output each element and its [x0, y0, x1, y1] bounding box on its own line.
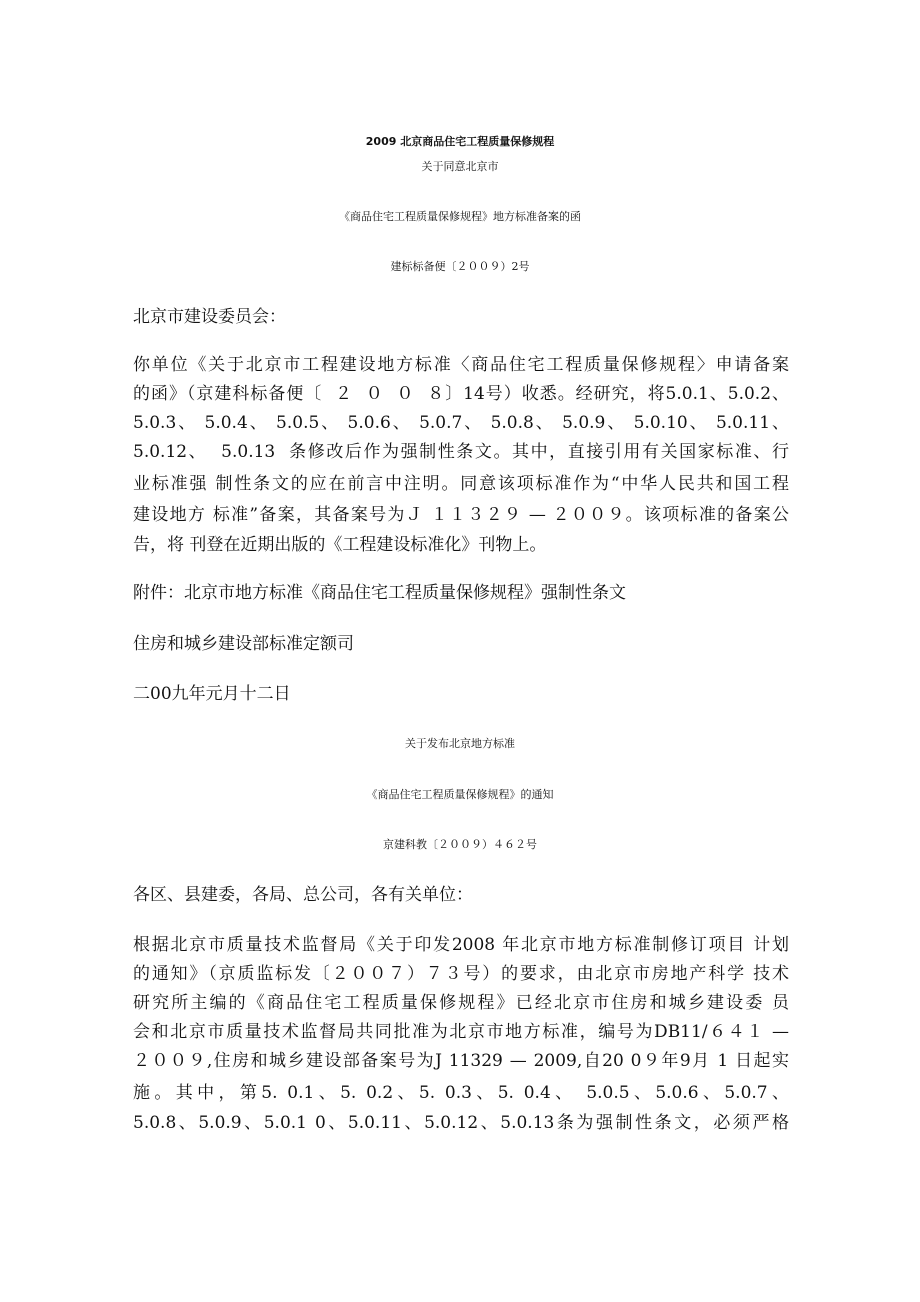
- letter1-body-line: 告，将 刊登在近期出版的《工程建设标准化》刊物上。: [133, 535, 547, 555]
- letter2-body-line: ２００９,住房和城乡建设部备案号为J 11329 — 2009,自20 0９年9月 1 日起实: [133, 1051, 789, 1071]
- letter1-body-line: 业标准强 制性条文的应在前言中注明。同意该项标准作为“中华人民共和国工程: [133, 474, 789, 494]
- letter2-body-line: 的通知》（京质监标发〔２００７）７３号）的要求，由北京市房地产科学 技术: [133, 964, 789, 984]
- letter2-body-line: 会和北京市质量技术监督局共同批准为北京市地方标准，编号为DB11/６４１ —: [133, 1022, 789, 1042]
- letter1-date: 二00九年元月十二日: [133, 684, 291, 704]
- letter1-body-line: 5.0.12、 5.0.13 条修改后作为强制性条文。其中，直接引用有关国家标准、行: [133, 442, 789, 462]
- letter1-body-line: 你单位《关于北京市工程建设地方标准〈商品住宅工程质量保修规程〉申请备案: [133, 355, 789, 375]
- letter1-attachment: 附件：北京市地方标准《商品住宅工程质量保修规程》强制性条文: [133, 583, 626, 603]
- letter1-heading-1: 关于同意北京市: [421, 160, 499, 173]
- letter2-body-line: 施。其中，第5. 0.1、5. 0.2、5. 0.3、5. 0.4、 5.0.5、5.0.6、5.0.7、: [133, 1083, 789, 1103]
- letter1-body-line: 建设地方 标准”备案，其备案号为Ｊ １１３２９ — ２００９。该项标准的备案公: [133, 505, 789, 525]
- letter2-heading-1: 关于发布北京地方标准: [405, 737, 515, 750]
- letter1-salutation: 北京市建设委员会：: [133, 307, 286, 327]
- letter2-body-line: 研究所主编的《商品住宅工程质量保修规程》已经北京市住房和城乡建设委 员: [133, 993, 789, 1013]
- letter1-signature: 住房和城乡建设部标准定额司: [133, 634, 354, 654]
- letter1-doc-number: 建标标备便〔２００９）2号: [390, 260, 530, 273]
- letter2-body-line: 根据北京市质量技术监督局《关于印发2008 年北京市地方标准制修订项目 计划: [133, 935, 789, 955]
- letter2-body-line: 5.0.8、5.0.9、5.0.1 0、5.0.11、5.0.12、5.0.13条为强制性条文，必须严格: [133, 1113, 789, 1133]
- letter2-salutation: 各区、县建委，各局、总公司，各有关单位：: [133, 885, 473, 905]
- letter1-heading-2: 《商品住宅工程质量保修规程》地方标准备案的函: [339, 210, 581, 223]
- letter2-heading-2: 《商品住宅工程质量保修规程》的通知: [366, 788, 554, 801]
- letter1-body-line: 5.0.3、 5.0.4、 5.0.5、 5.0.6、 5.0.7、 5.0.8、 5.0.9、 5.0.10、 5.0.11、: [133, 413, 789, 433]
- document-title: 2009 北京商品住宅工程质量保修规程: [365, 135, 555, 148]
- letter1-body-line: 的函》（京建科标备便〔 ２ ０ ０ ８〕14号）收悉。经研究，将5.0.1、5.0.2、: [133, 384, 789, 404]
- letter2-doc-number: 京建科教〔２００９）４６２号: [383, 838, 537, 851]
